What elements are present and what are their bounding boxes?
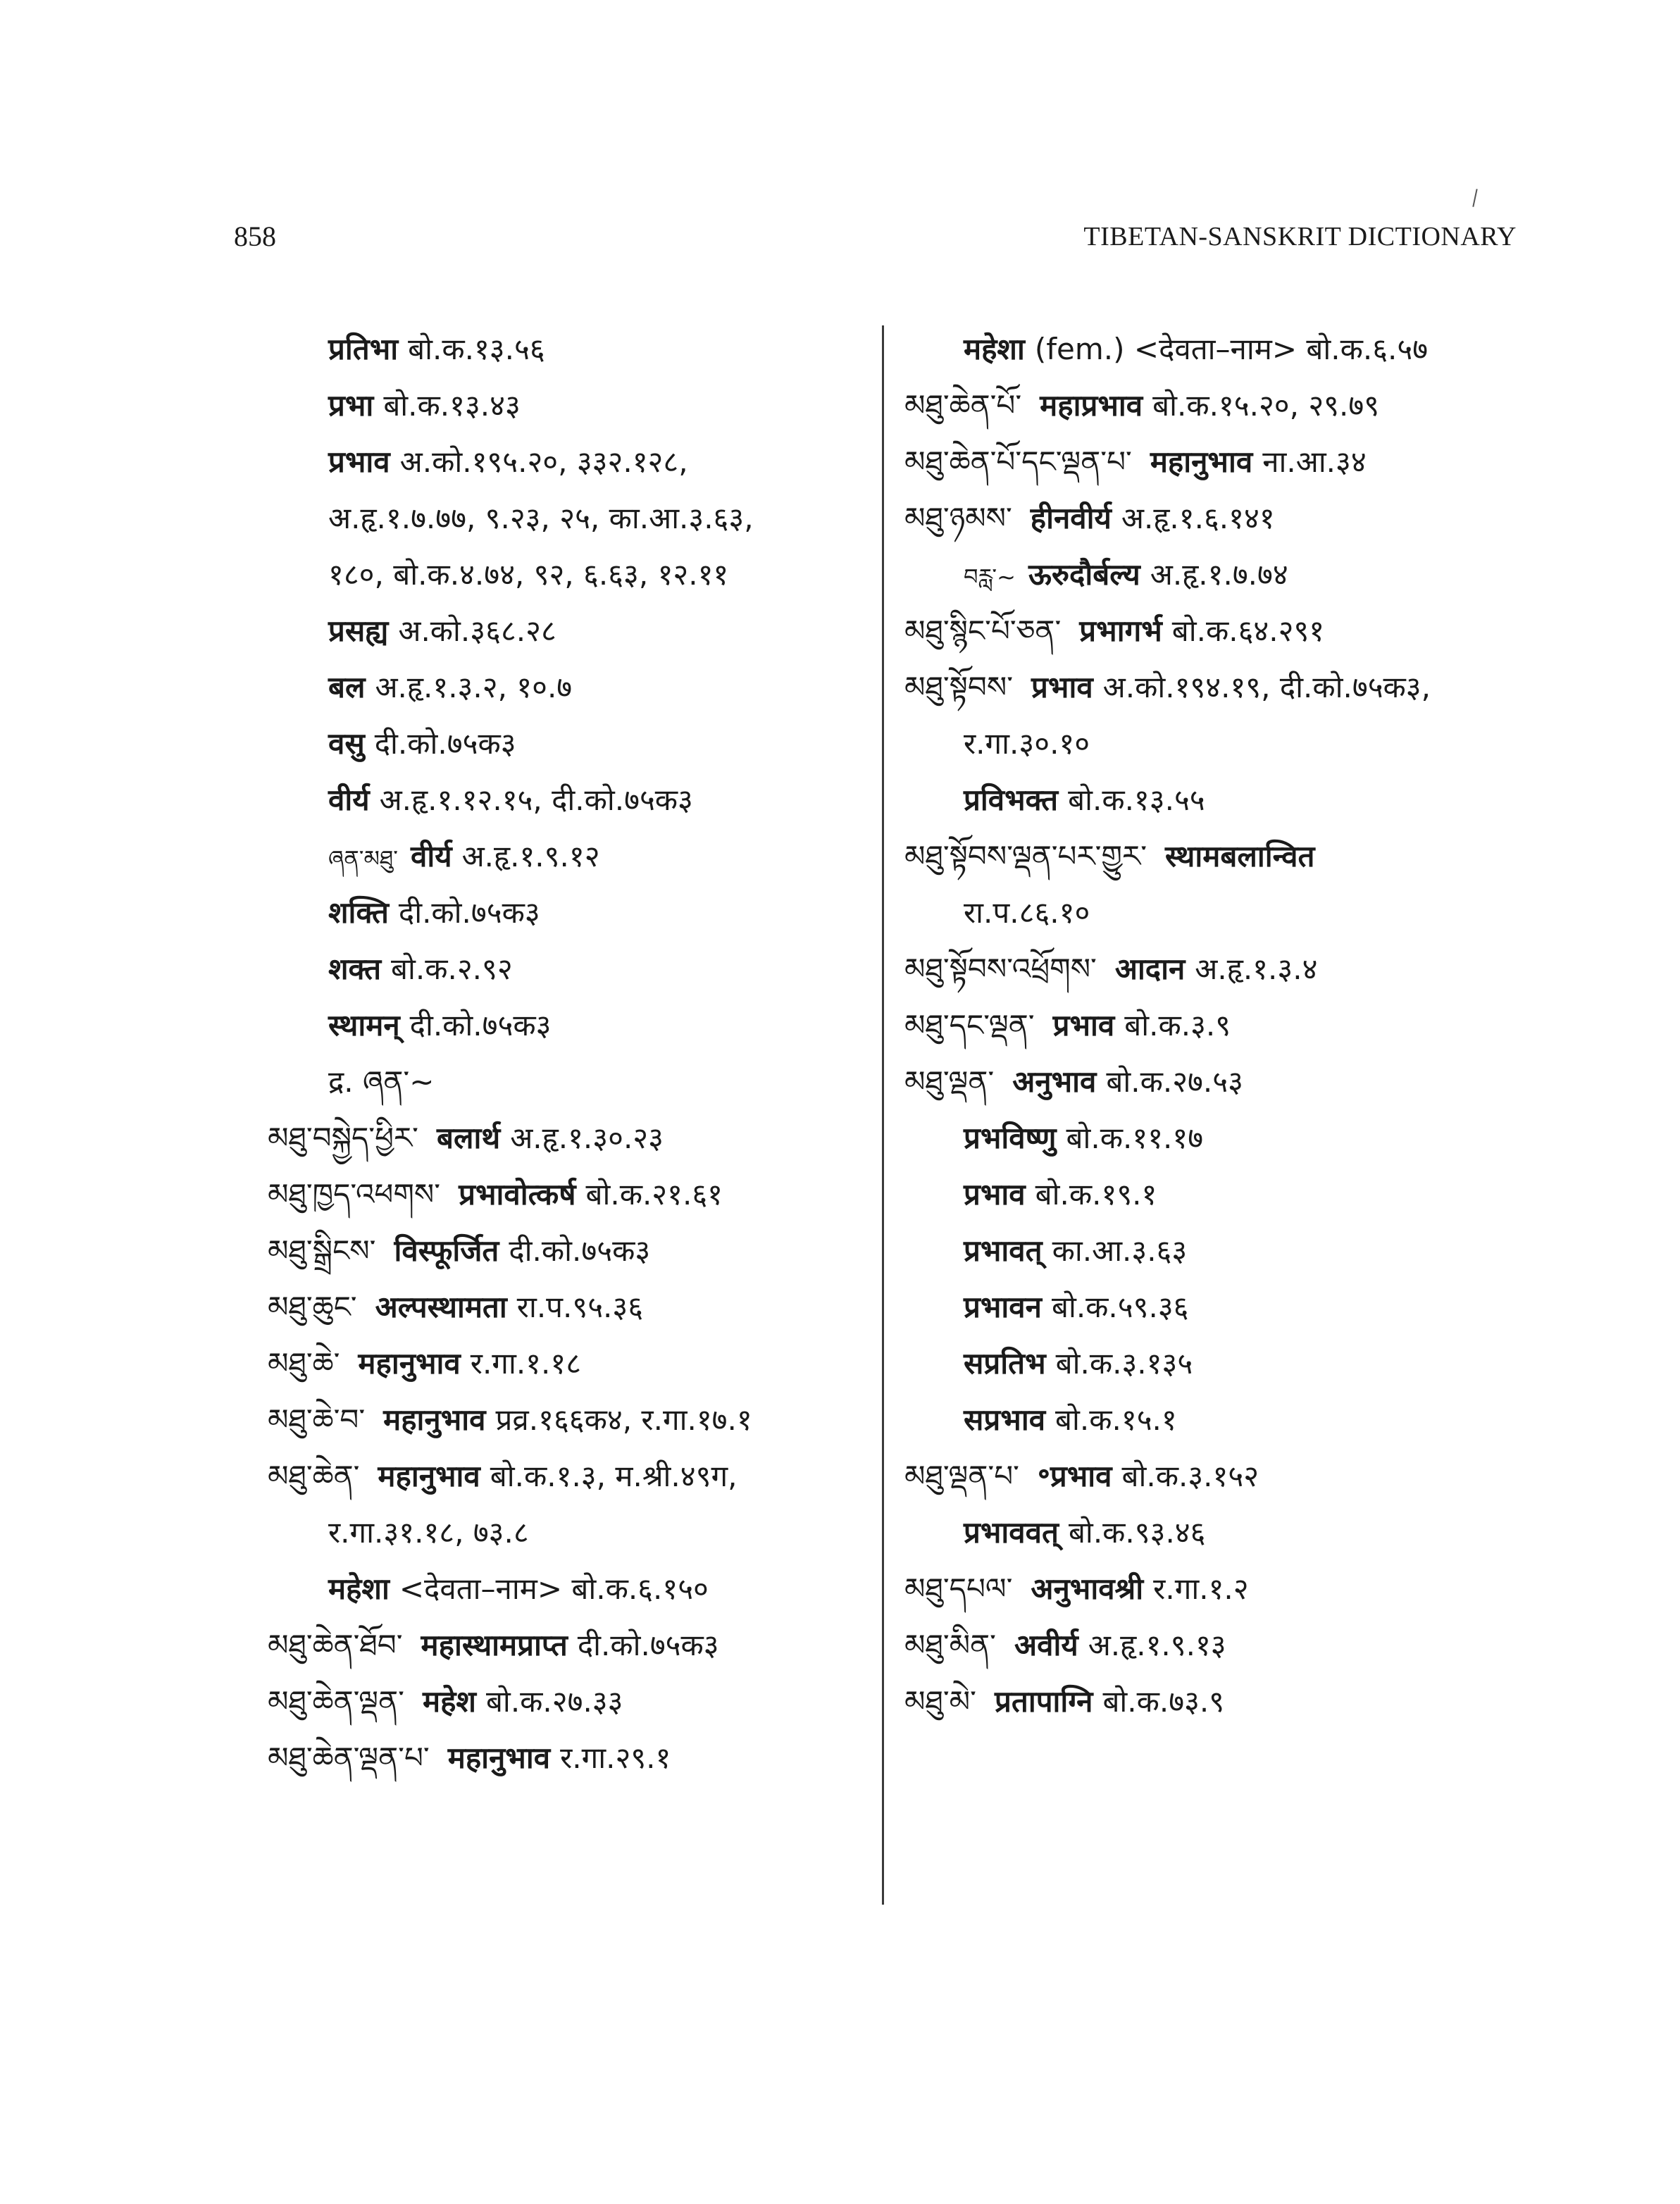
sanskrit-term: वीर्य xyxy=(328,783,370,817)
dictionary-headword-entry xyxy=(904,1674,1545,1730)
sanskrit-term: शक्ति xyxy=(328,895,389,930)
tibetan-headword: མཐུ་བསྐྱེད་ཕྱིར་ xyxy=(268,1121,418,1155)
tibetan-headword: མཐུ་ཆེ་བ་ xyxy=(268,1402,366,1437)
source-reference: दी.को.७५क३ xyxy=(409,1008,552,1042)
source-reference: दी.को.७५क३ xyxy=(577,1628,719,1662)
dictionary-headword-entry xyxy=(268,1166,873,1223)
entry-line xyxy=(904,1054,1545,1110)
sanskrit-equivalent-entry xyxy=(904,1392,1545,1448)
dictionary-headword-entry xyxy=(268,1730,873,1786)
source-reference: बो.क.१५.२०, २९.७९ xyxy=(1152,388,1380,423)
source-reference: बो.क.५९.३६ xyxy=(1051,1290,1189,1324)
entry-line xyxy=(328,772,873,828)
sanskrit-term: प्रसह्य xyxy=(328,614,389,648)
sanskrit-equivalent-entry xyxy=(268,885,873,941)
sanskrit-term: प्रभागर्भ xyxy=(1079,614,1162,648)
sanskrit-term: महेश xyxy=(422,1684,476,1719)
left-column xyxy=(268,321,873,1786)
entry-line xyxy=(328,997,873,1054)
dictionary-headword-entry xyxy=(904,1561,1545,1617)
sanskrit-equivalent-entry xyxy=(268,321,873,378)
sanskrit-equivalent-entry xyxy=(904,1110,1545,1166)
entry-line xyxy=(904,1561,1545,1617)
dictionary-headword-entry xyxy=(904,434,1545,490)
dictionary-headword-entry xyxy=(268,1617,873,1674)
sanskrit-term: ऊरुदौर्बल्य xyxy=(1028,557,1140,592)
entry-line xyxy=(328,659,873,716)
sanskrit-term: प्रभाव xyxy=(1031,670,1093,704)
source-reference: अ.हृ.१.७.७४ xyxy=(1150,557,1288,592)
source-reference: बो.क.१५.१ xyxy=(1055,1402,1177,1437)
source-reference: बो.क.७३.९ xyxy=(1102,1684,1225,1719)
dictionary-headword-entry xyxy=(904,941,1545,997)
sanskrit-term: ॰प्रभाव xyxy=(1037,1459,1112,1493)
entry-line xyxy=(328,321,873,378)
entry-line xyxy=(328,885,873,941)
tibetan-headword: མཐུ་སྟོབས་ xyxy=(904,670,1014,704)
entry-line xyxy=(964,547,1545,603)
sanskrit-equivalent-entry xyxy=(904,1336,1545,1392)
source-reference: रा.प.८६.१० xyxy=(964,895,1090,930)
sanskrit-equivalent-entry xyxy=(268,828,873,885)
sanskrit-term: प्रतापाग्नि xyxy=(994,1684,1093,1719)
source-reference: अ.हृ.१.९.१३ xyxy=(1088,1628,1226,1662)
sanskrit-equivalent-entry xyxy=(268,603,873,659)
dictionary-headword-entry xyxy=(904,828,1545,885)
sanskrit-equivalent-entry xyxy=(268,997,873,1054)
sanskrit-equivalent-entry xyxy=(904,772,1545,828)
tibetan-headword: མཐུ་ཉམས་ xyxy=(904,501,1012,535)
dictionary-headword-entry xyxy=(904,997,1545,1054)
tibetan-headword: མཐུ་ཆེན་པོ་དང་ལྡན་པ་ xyxy=(904,444,1132,479)
source-reference: ना.आ.३४ xyxy=(1262,444,1367,479)
source-reference: बो.क.२७.५३ xyxy=(1106,1064,1243,1099)
entry-line xyxy=(964,321,1545,378)
tibetan-headword: མཐུ་ཆེན་ xyxy=(268,1459,360,1493)
dictionary-headword-entry xyxy=(904,1617,1545,1674)
sanskrit-term: विस्फूर्जित xyxy=(394,1233,499,1268)
tibetan-headword: མཐུ་སྟོབས་ལྡན་པར་གྱུར་ xyxy=(904,839,1147,873)
sanskrit-term: वीर्य xyxy=(410,839,452,873)
dictionary-headword-entry xyxy=(904,1448,1545,1505)
source-reference: बो.क.२१.६१ xyxy=(585,1177,723,1212)
source-reference: अ.को.१९४.१९, दी.को.७५क३, xyxy=(1102,670,1431,704)
sanskrit-term: सप्रभाव xyxy=(964,1402,1046,1437)
entry-line xyxy=(268,1166,873,1223)
dictionary-headword-entry xyxy=(904,490,1545,547)
sanskrit-equivalent-entry xyxy=(904,1223,1545,1279)
entry-line xyxy=(964,1279,1545,1336)
source-reference: बो.क.११.१७ xyxy=(1066,1121,1204,1155)
entry-line xyxy=(268,1223,873,1279)
tibetan-headword: མཐུ་སྒྲིངས་ xyxy=(268,1233,376,1268)
sanskrit-term: प्रविभक्त xyxy=(964,783,1059,817)
page-number: 858 xyxy=(234,220,276,252)
sanskrit-term: महानुभाव xyxy=(383,1402,486,1437)
source-reference: प्रव्र.१६६क४, र.गा.१७.१ xyxy=(495,1402,752,1437)
tibetan-headword: མཐུ་ཆེ་ xyxy=(268,1346,340,1381)
source-reference: दी.को.७५क३ xyxy=(398,895,540,930)
tibetan-headword: མཐུ་ལྡན་ xyxy=(904,1064,995,1099)
sanskrit-equivalent-entry xyxy=(268,716,873,772)
source-reference: बो.क.१३.४३ xyxy=(383,388,521,423)
source-reference: बो.क.१.३, म.श्री.४९ग, xyxy=(490,1459,738,1493)
sanskrit-equivalent-entry xyxy=(268,434,873,490)
sanskrit-term: महाप्रभाव xyxy=(1040,388,1143,423)
dictionary-headword-entry xyxy=(904,603,1545,659)
sanskrit-term: महेशा xyxy=(964,332,1025,366)
sanskrit-term: स्थामन् xyxy=(328,1008,400,1042)
entry-line xyxy=(268,1279,873,1336)
entry-line xyxy=(268,1336,873,1392)
entry-line xyxy=(904,659,1545,716)
sanskrit-equivalent-entry xyxy=(904,1279,1545,1336)
source-reference: बो.क.२.९२ xyxy=(391,952,513,986)
dictionary-headword-entry xyxy=(268,1223,873,1279)
entry-line xyxy=(328,434,873,490)
entry-line xyxy=(328,490,873,547)
source-reference: अ.को.३६८.२८ xyxy=(398,614,556,648)
sanskrit-equivalent-entry xyxy=(904,547,1545,603)
source-reference: <देवता–नाम> बो.क.६.१५० xyxy=(399,1571,709,1606)
sanskrit-equivalent-entry xyxy=(268,941,873,997)
tibetan-headword: མཐུ་ལྡན་པ་ xyxy=(904,1459,1019,1493)
source-reference: बो.क.९३.४६ xyxy=(1068,1515,1206,1550)
sanskrit-equivalent-entry xyxy=(904,1505,1545,1561)
sanskrit-term: प्रभावोत्कर्ष xyxy=(459,1177,576,1212)
source-reference: (fem.) <देवता–नाम> बो.क.६.५७ xyxy=(1034,332,1429,366)
entry-line xyxy=(328,547,873,603)
source-reference: द्र. ཞན་~ xyxy=(328,1064,435,1099)
entry-line xyxy=(904,1617,1545,1674)
source-reference: का.आ.३.६३ xyxy=(1052,1233,1188,1268)
source-reference: र.गा.२९.१ xyxy=(560,1741,671,1775)
sanskrit-term: महानुभाव xyxy=(447,1741,551,1775)
entry-line xyxy=(964,1223,1545,1279)
sanskrit-equivalent-entry xyxy=(268,659,873,716)
sanskrit-equivalent-entry xyxy=(904,321,1545,378)
source-reference: अ.को.१९५.२०, ३३२.१२८, xyxy=(399,444,688,479)
entry-line xyxy=(904,1448,1545,1505)
entry-line xyxy=(904,378,1545,434)
entry-line xyxy=(964,1505,1545,1561)
source-reference: बो.क.६४.२९१ xyxy=(1171,614,1325,648)
right-column xyxy=(904,321,1545,1730)
sanskrit-term: अनुभावश्री xyxy=(1031,1571,1144,1606)
sanskrit-term: बलार्थ xyxy=(437,1121,501,1155)
source-reference: अ.हृ.१.३.२, १०.७ xyxy=(375,670,573,704)
running-head: TIBETAN-SANSKRIT DICTIONARY xyxy=(1083,222,1517,251)
sanskrit-term: प्रभावन xyxy=(964,1290,1042,1324)
dictionary-headword-entry xyxy=(268,1448,873,1505)
sanskrit-term: हीनवीर्य xyxy=(1030,501,1112,535)
entry-line xyxy=(964,1110,1545,1166)
margin-mark xyxy=(1472,189,1477,207)
tibetan-headword: མཐུ་སྟོབས་འཕྲོགས་ xyxy=(904,952,1097,986)
sanskrit-term: प्रतिभा xyxy=(328,332,399,366)
source-reference: अ.हृ.१.३०.२३ xyxy=(510,1121,664,1155)
source-reference: दी.को.७५क३ xyxy=(374,726,516,761)
sanskrit-equivalent-entry xyxy=(268,378,873,434)
entry-line xyxy=(328,941,873,997)
entry-continuation xyxy=(904,885,1545,941)
source-reference: अ.हृ.१.१२.१५, दी.को.७५क३ xyxy=(379,783,693,817)
sanskrit-term: स्थामबलान्वित xyxy=(1165,839,1315,873)
sanskrit-term: अल्पस्थामता xyxy=(375,1290,507,1324)
entry-line xyxy=(964,1166,1545,1223)
tibetan-headword: བརླ་~ xyxy=(964,564,1016,590)
entry-line xyxy=(328,1054,873,1110)
source-reference: बो.क.१३.५६ xyxy=(408,332,545,366)
source-reference: रा.प.९५.३६ xyxy=(516,1290,644,1324)
tibetan-headword: མཐུ་དང་ལྡན་ xyxy=(904,1008,1035,1042)
entry-line xyxy=(964,772,1545,828)
sanskrit-equivalent-entry xyxy=(268,1054,873,1110)
dictionary-headword-entry xyxy=(268,1674,873,1730)
tibetan-headword: མཐུ་མེ་ xyxy=(904,1684,976,1719)
source-reference: बो.क.३.१३५ xyxy=(1055,1346,1193,1381)
source-reference: अ.हृ.१.९.१२ xyxy=(461,839,600,873)
entry-line xyxy=(268,1448,873,1505)
tibetan-headword: མཐུ་ཆེན་ལྡན་ xyxy=(268,1684,404,1719)
dictionary-headword-entry xyxy=(268,1279,873,1336)
entry-line xyxy=(904,997,1545,1054)
entry-line xyxy=(964,1336,1545,1392)
entry-line xyxy=(268,1730,873,1786)
tibetan-headword: མཐུ་མིན་ xyxy=(904,1628,996,1662)
entry-line xyxy=(904,1674,1545,1730)
entry-continuation xyxy=(904,716,1545,772)
column-divider xyxy=(882,325,884,1905)
entry-line xyxy=(268,1392,873,1448)
dictionary-headword-entry xyxy=(904,378,1545,434)
sanskrit-term: महेशा xyxy=(328,1571,390,1606)
tibetan-headword: མཐུ་ཁྱད་འཕགས་ xyxy=(268,1177,441,1212)
entry-line xyxy=(328,1561,873,1617)
dictionary-headword-entry xyxy=(268,1392,873,1448)
entry-line xyxy=(904,828,1545,885)
source-reference: र.गा.३१.१८, ७३.८ xyxy=(328,1515,529,1550)
sanskrit-equivalent-entry xyxy=(904,1166,1545,1223)
entry-continuation xyxy=(268,1505,873,1561)
sanskrit-term: महानुभाव xyxy=(358,1346,461,1381)
sanskrit-equivalent-entry xyxy=(268,1561,873,1617)
sanskrit-equivalent-entry xyxy=(268,772,873,828)
source-reference: र.गा.३०.१० xyxy=(964,726,1090,761)
source-reference: बो.क.१३.५५ xyxy=(1068,783,1205,817)
sanskrit-term: महास्थामप्राप्त xyxy=(421,1628,568,1662)
source-reference: अ.हृ.१.३.४ xyxy=(1195,952,1318,986)
source-reference: दी.को.७५क३ xyxy=(509,1233,651,1268)
sanskrit-term: सप्रतिभ xyxy=(964,1346,1046,1381)
source-reference: १८०, बो.क.४.७४, ९२, ६.६३, १२.११ xyxy=(328,557,729,592)
source-reference: बो.क.३.१५२ xyxy=(1121,1459,1259,1493)
sanskrit-term: प्रभाववत् xyxy=(964,1515,1059,1550)
entry-continuation xyxy=(268,490,873,547)
sanskrit-term: शक्त xyxy=(328,952,382,986)
source-reference: र.गा.१.१८ xyxy=(470,1346,582,1381)
entry-line xyxy=(904,941,1545,997)
tibetan-headword: མཐུ་སྙིང་པོ་ཅན་ xyxy=(904,614,1062,648)
entry-line xyxy=(964,1392,1545,1448)
source-reference: र.गा.१.२ xyxy=(1153,1571,1249,1606)
entry-line xyxy=(328,716,873,772)
entry-line xyxy=(964,885,1545,941)
sanskrit-term: प्रभाव xyxy=(964,1177,1026,1212)
entry-line xyxy=(904,603,1545,659)
tibetan-headword: མཐུ་དཔལ་ xyxy=(904,1571,1013,1606)
sanskrit-term: प्रभावत् xyxy=(964,1233,1043,1268)
dictionary-headword-entry xyxy=(904,659,1545,716)
entry-line xyxy=(328,603,873,659)
entry-line xyxy=(328,828,873,885)
sanskrit-term: बल xyxy=(328,670,366,704)
tibetan-headword: ཞན་མཐུ་ xyxy=(328,845,398,872)
source-reference: बो.क.१९.१ xyxy=(1035,1177,1157,1212)
entry-line xyxy=(268,1110,873,1166)
sanskrit-term: अनुभाव xyxy=(1012,1064,1097,1099)
sanskrit-term: वसु xyxy=(328,726,365,761)
entry-line xyxy=(268,1617,873,1674)
sanskrit-term: आदान xyxy=(1114,952,1186,986)
tibetan-headword: མཐུ་ཆེན་པོ་ xyxy=(904,388,1022,423)
sanskrit-term: प्रभा xyxy=(328,388,374,423)
dictionary-headword-entry xyxy=(904,1054,1545,1110)
sanskrit-term: अवीर्य xyxy=(1014,1628,1078,1662)
entry-line xyxy=(328,378,873,434)
tibetan-headword: མཐུ་ཆེན་ལྡན་པ་ xyxy=(268,1741,430,1775)
sanskrit-term: प्रभाव xyxy=(328,444,390,479)
entry-line xyxy=(268,1674,873,1730)
sanskrit-term: महानुभाव xyxy=(1150,444,1253,479)
entry-line xyxy=(328,1505,873,1561)
entry-line xyxy=(964,716,1545,772)
tibetan-headword: མཐུ་ཆུང་ xyxy=(268,1290,357,1324)
source-reference: अ.हृ.१.७.७७, ९.२३, २५, का.आ.३.६३, xyxy=(328,501,754,535)
source-reference: बो.क.२७.३३ xyxy=(485,1684,623,1719)
source-reference: अ.हृ.१.६.१४१ xyxy=(1121,501,1275,535)
entry-continuation xyxy=(268,547,873,603)
sanskrit-term: प्रभविष्णु xyxy=(964,1121,1057,1155)
entry-line xyxy=(904,490,1545,547)
source-reference: बो.क.३.९ xyxy=(1124,1008,1231,1042)
tibetan-headword: མཐུ་ཆེན་ཐོབ་ xyxy=(268,1628,403,1662)
entry-line xyxy=(904,434,1545,490)
sanskrit-term: प्रभाव xyxy=(1052,1008,1115,1042)
sanskrit-term: महानुभाव xyxy=(378,1459,480,1493)
dictionary-headword-entry xyxy=(268,1110,873,1166)
dictionary-headword-entry xyxy=(268,1336,873,1392)
